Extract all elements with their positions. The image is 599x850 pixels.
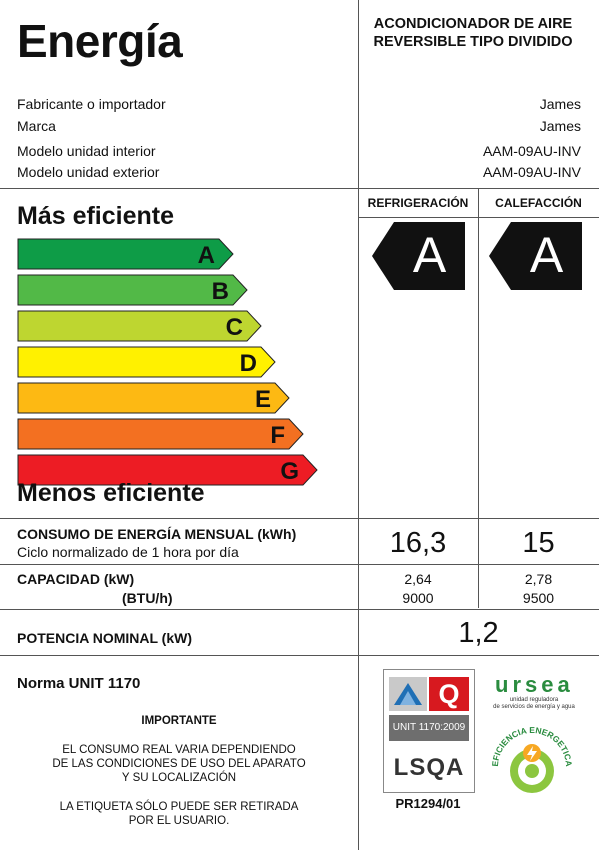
- capacity-cooling-btu: 9000: [402, 590, 434, 606]
- efficiency-bar-e: [17, 382, 291, 412]
- efficiency-bar-letter-b: B: [211, 278, 229, 305]
- efficiency-bar-c: [17, 310, 263, 340]
- rating-heating: [489, 222, 582, 290]
- efficiency-bar-letter-e: E: [254, 386, 271, 413]
- lsqa-name-box: [389, 750, 469, 784]
- info-value-manufacturer: James: [539, 96, 581, 112]
- triangle-icon: [389, 677, 427, 711]
- efficiency-bar-f: [17, 418, 305, 448]
- efficiency-bar-arrow-b: [17, 274, 249, 306]
- capacity-heating-kw: 2,78: [524, 571, 553, 587]
- efficiency-bar-letter-g: G: [280, 458, 299, 485]
- power-value: 1,2: [458, 617, 499, 649]
- page-title: Energía: [17, 15, 183, 67]
- efficiency-bar-letter-c: C: [225, 314, 243, 341]
- divider-power: [0, 655, 599, 656]
- info-label-brand: Marca: [17, 118, 56, 134]
- lsqa-triangle-icon: [389, 677, 427, 711]
- power-label: POTENCIA NOMINAL (kW): [17, 630, 192, 646]
- ursea-sub-2: de servicios de energía y agua: [493, 704, 575, 710]
- lsqa-q-badge: [429, 677, 469, 711]
- info-value-brand: James: [539, 118, 581, 134]
- rating-cooling: [372, 222, 465, 290]
- lsqa-logo: [383, 669, 475, 793]
- divider-capacity: [0, 609, 599, 610]
- divider-main-vertical: [358, 0, 359, 850]
- column-header-cooling: REFRIGERACIÓN: [367, 196, 469, 210]
- efficiency-bar-arrow-c: [17, 310, 263, 342]
- lsqa-q-letter: Q: [438, 679, 460, 709]
- info-label-outdoor-model: Modelo unidad exterior: [17, 164, 160, 180]
- info-label-indoor-model: Modelo unidad interior: [17, 143, 156, 159]
- important-title: IMPORTANTE: [141, 715, 217, 727]
- norm-label: Norma UNIT 1170: [17, 675, 141, 692]
- efficiency-seal: [486, 715, 578, 807]
- efficiency-bar-d: [17, 346, 277, 376]
- lsqa-unit-text: UNIT 1170:2009: [392, 722, 466, 733]
- lsqa-name: LSQA: [393, 754, 465, 781]
- consumption-cooling: 16,3: [389, 527, 447, 559]
- divider-consumption: [0, 564, 599, 565]
- important-line-1: EL CONSUMO REAL VARIA DEPENDIENDO: [62, 744, 296, 756]
- info-value-outdoor-model: AAM-09AU-INV: [482, 164, 581, 180]
- consumption-heating: 15: [522, 527, 555, 559]
- ursea-sub-1: unidad reguladora: [509, 697, 559, 703]
- efficiency-seal-text: EFICIENCIA ENERGETICA: [489, 724, 575, 767]
- consumption-sublabel: Ciclo normalizado de 1 hora por día: [17, 544, 239, 560]
- rating-heating-letter: A: [529, 227, 564, 283]
- capacity-label: CAPACIDAD (kW): [17, 571, 135, 587]
- efficiency-bar-arrow-f: [17, 418, 305, 450]
- divider-columns-header: [358, 217, 599, 218]
- important-line-4: LA ETIQUETA SÓLO PUEDE SER RETIRADA: [59, 801, 299, 813]
- capacity-cooling-kw: 2,64: [404, 571, 432, 587]
- efficiency-bar-a: [17, 238, 235, 268]
- efficiency-bar-arrow-e: [17, 382, 291, 414]
- efficiency-bar-arrow-d: [17, 346, 277, 378]
- efficiency-bar-letter-a: A: [197, 242, 215, 269]
- consumption-label: CONSUMO DE ENERGÍA MENSUAL (kWh): [17, 526, 297, 542]
- ursea-logo: ursea: [495, 672, 574, 697]
- efficiency-bar-letter-d: D: [239, 350, 257, 377]
- capacity-heating-btu: 9500: [522, 590, 555, 606]
- rating-cooling-letter: A: [412, 227, 447, 283]
- efficiency-bar-b: [17, 274, 249, 304]
- important-line-3: Y SU LOCALIZACIÓN: [121, 772, 237, 784]
- scale-top-label: Más eficiente: [17, 202, 175, 230]
- product-type: ACONDICIONADOR DE AIRE REVERSIBLE TIPO DIVIDIDO: [373, 16, 573, 50]
- efficiency-bar-arrow-a: [17, 238, 235, 270]
- important-line-5: POR EL USUARIO.: [128, 815, 230, 827]
- scale-bottom-label: Menos eficiente: [17, 479, 205, 507]
- info-value-indoor-model: AAM-09AU-INV: [482, 143, 581, 159]
- efficiency-bar-letter-f: F: [270, 422, 285, 449]
- divider-scale: [0, 518, 599, 519]
- capacity-label-btu: (BTU/h): [122, 590, 173, 606]
- lsqa-unit-band: [389, 715, 469, 741]
- efficiency-seal-icon: [486, 715, 578, 807]
- divider-header: [0, 188, 599, 189]
- certificate-code: PR1294/01: [395, 796, 461, 811]
- info-label-manufacturer: Fabricante o importador: [17, 96, 166, 112]
- column-header-heating: CALEFACCIÓN: [495, 196, 582, 210]
- important-line-2: DE LAS CONDICIONES DE USO DEL APARATO: [52, 758, 306, 770]
